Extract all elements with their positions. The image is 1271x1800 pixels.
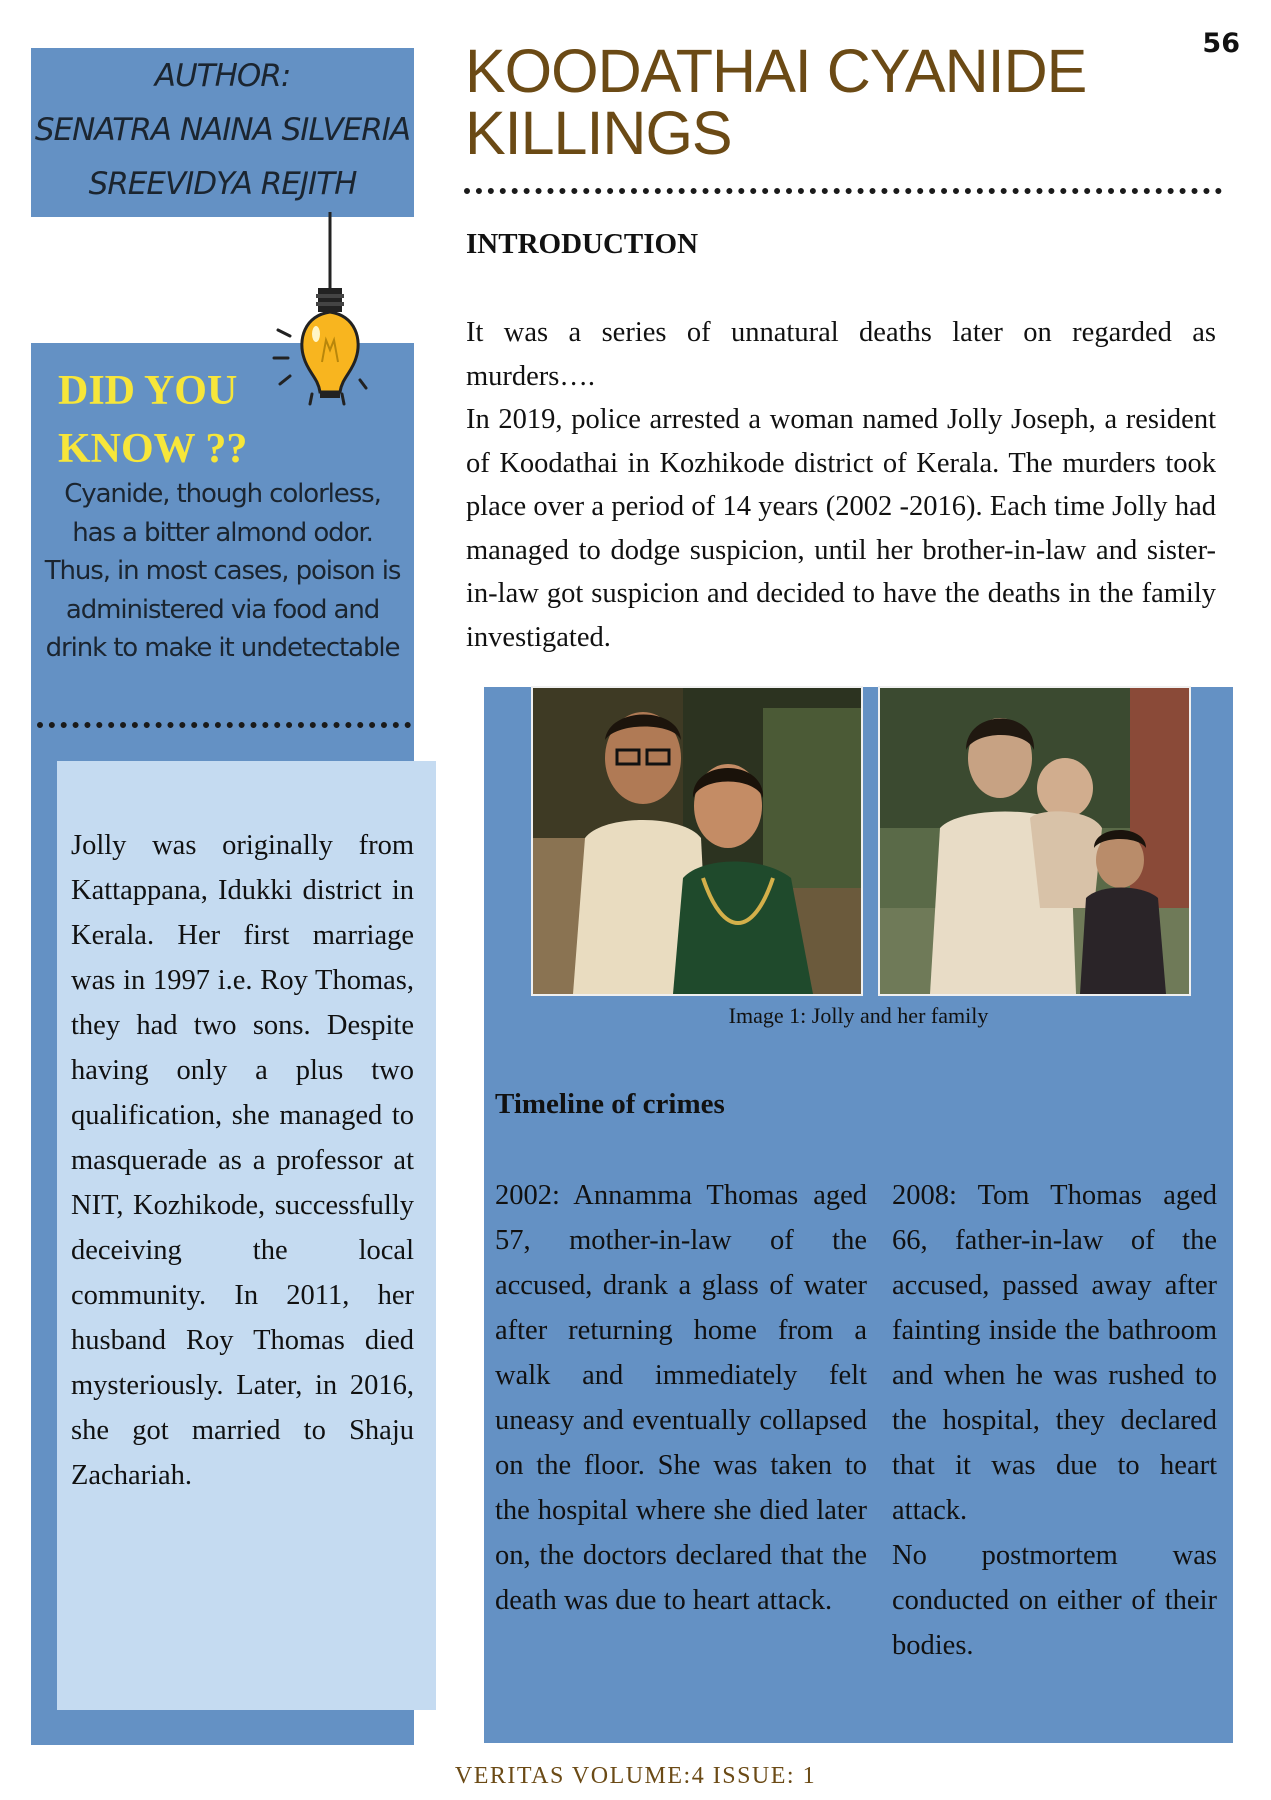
author-name-1: SENATRA NAINA SILVERIA (34, 112, 411, 148)
story-text: Jolly was originally from Kattappana, Idukki district in Kerala. Her first marriage was in 1997 i.e. Roy Thomas, they had two sons. Despite having only a plus two qualification, she managed to masquerade as a professor at NIT, Kozhikode, successfully deceiving the local community. In 2011, her husband Roy Thomas died mysteriously. Later, in 2016, she got married to Shaju Zachariah. (71, 830, 414, 1491)
image-caption: Image 1: Jolly and her family (728, 1003, 989, 1028)
family-photo (878, 686, 1191, 996)
introduction-text (466, 311, 1216, 659)
introduction-paragraph-2: In 2019, police arrested a woman named Jolly Joseph, a resident of Koodathai in Kozhikode district of Kerala. The murders took place over a period of 14 years (2002 -2016). Each time Jolly had managed to dodge suspicion, until her brother-in-law and sister-in-law got suspicion and decided to have the deaths in the family investigated. (466, 404, 1216, 653)
author-name-2: SREEVIDYA REJITH (88, 166, 357, 202)
author-label: AUTHOR: (154, 58, 291, 94)
article-title: KOODATHAI CYANIDE KILLINGS (465, 37, 1087, 167)
title-divider (464, 188, 1222, 194)
timeline-entry-2008 (892, 1173, 1217, 1668)
timeline-entry-2002-text: 2002: Annamma Thomas aged 57, mother-in-law of the accused, drank a glass of water after returning home from a walk and immediately felt uneasy and eventually collapsed on the floor. She was taken to the hospital where she died later on, the doctors declared that the death was due to heart attack. (495, 1180, 867, 1616)
footer: VERITAS VOLUME:4 ISSUE: 1 (454, 1763, 817, 1789)
timeline-entry-2008-text: 2008: Tom Thomas aged 66, father-in-law of the accused, passed away after fainting inside the bathroom and when he was rushed to the hospital, they declared that it was due to heart attack. (892, 1180, 1217, 1526)
page-number: 56 (1202, 28, 1240, 59)
did-you-know-text: Cyanide, though colorless, has a bitter almond odor. Thus, in most cases, poison is administered via food and drink to make it undetectable (44, 479, 401, 663)
timeline-note: No postmortem was conducted on either of their bodies. (892, 1540, 1217, 1661)
did-you-know-heading: DID YOU KNOW ?? (58, 368, 248, 472)
couple-photo (531, 686, 863, 996)
timeline-heading: Timeline of crimes (495, 1088, 725, 1120)
timeline-entry-2002 (495, 1173, 867, 1623)
introduction-paragraph-1: It was a series of unnatural deaths later on regarded as murders…. (466, 317, 1216, 392)
dotted-divider (37, 722, 411, 728)
author-box (31, 48, 414, 217)
introduction-heading: INTRODUCTION (466, 228, 699, 260)
